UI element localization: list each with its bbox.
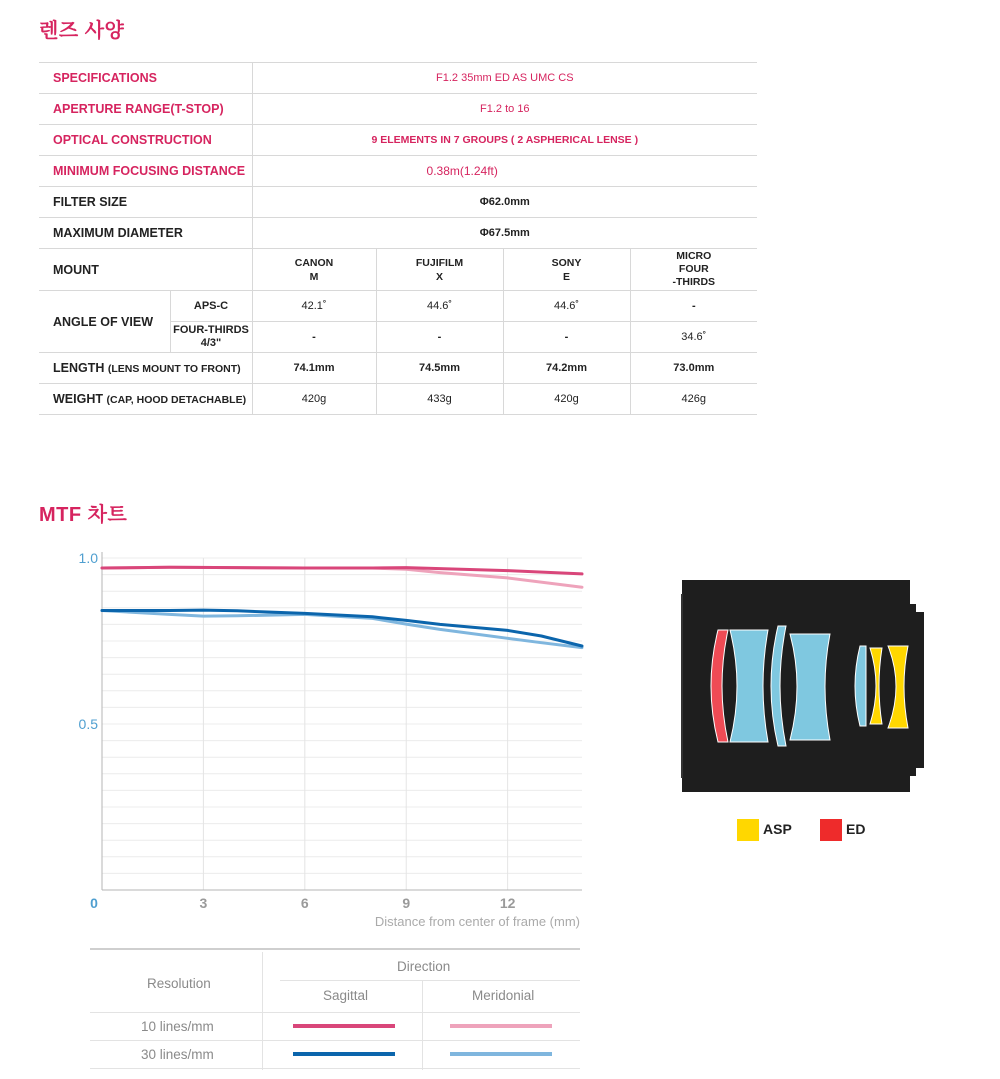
spec-label: FILTER SIZE	[39, 187, 252, 218]
angle-value: 42.1˚	[252, 291, 376, 322]
y-tick-label: 0.5	[78, 716, 98, 732]
spec-label: APERTURE RANGE(T-STOP)	[39, 94, 252, 125]
spec-label: SPECIFICATIONS	[39, 63, 252, 94]
x-tick-label: 12	[499, 895, 516, 911]
legend-meridional-header: Meridonial	[472, 988, 535, 1003]
weight-value: 420g	[503, 384, 630, 415]
mount-fujifilm: FUJIFILM X	[376, 249, 503, 291]
length-value: 74.5mm	[376, 353, 503, 384]
angle-value: -	[376, 322, 503, 353]
x-tick-label: 9	[402, 895, 411, 911]
angle-value: -	[503, 322, 630, 353]
spec-row-min-focus	[39, 156, 757, 187]
angle-value: -	[630, 291, 757, 322]
angle-value: -	[252, 322, 376, 353]
spec-value: F1.2 to 16	[252, 94, 757, 125]
mtf-legend-table	[90, 948, 580, 1070]
length-value: 73.0mm	[630, 353, 757, 384]
spec-table	[39, 62, 757, 415]
spec-label: MINIMUM FOCUSING DISTANCE	[39, 156, 252, 187]
angle-four-thirds-label: FOUR-THIRDS 4/3"	[170, 322, 252, 353]
mtf-title: MTF 차트	[39, 504, 128, 526]
spec-value: F1.2 35mm ED AS UMC CS	[252, 63, 757, 94]
legend-direction-header: Direction	[397, 959, 451, 974]
swatch-mer10	[450, 1024, 552, 1028]
x-axis-label: Distance from center of frame (mm)	[374, 914, 580, 929]
x-tick-label: 0	[90, 895, 98, 911]
angle-value: 44.6˚	[503, 291, 630, 322]
angle-value: 44.6˚	[376, 291, 503, 322]
spec-row-angle-apsc	[39, 291, 757, 322]
legend-row-30: 30 lines/mm	[141, 1047, 214, 1062]
spec-value: 0.38m(1.24ft)	[252, 156, 757, 187]
spec-row-optical	[39, 125, 757, 156]
x-tick-label: 6	[300, 895, 309, 911]
weight-value: 433g	[376, 384, 503, 415]
asp-swatch	[737, 819, 759, 841]
weight-value: 420g	[252, 384, 376, 415]
ed-label: ED	[846, 821, 866, 837]
spec-value: Φ67.5mm	[252, 218, 757, 249]
spec-row-filter	[39, 187, 757, 218]
spec-label: WEIGHT (CAP, HOOD DETACHABLE)	[39, 384, 252, 415]
length-value: 74.2mm	[503, 353, 630, 384]
spec-row-length	[39, 353, 757, 384]
specs-title: 렌즈 사양	[39, 20, 125, 42]
spec-label: MOUNT	[39, 249, 252, 291]
weight-value: 426g	[630, 384, 757, 415]
series-line-sag10	[102, 567, 582, 574]
mtf-chart	[60, 540, 600, 940]
legend-row-10: 10 lines/mm	[141, 1019, 214, 1034]
asp-label: ASP	[763, 821, 792, 837]
mount-canon: CANON M	[252, 249, 376, 291]
length-value: 74.1mm	[252, 353, 376, 384]
angle-value: 34.6˚	[630, 322, 757, 353]
swatch-sag30	[293, 1052, 395, 1056]
legend-sagittal-header: Sagittal	[323, 988, 369, 1003]
spec-label: MAXIMUM DIAMETER	[39, 218, 252, 249]
mtf-grid	[102, 552, 582, 890]
spec-row-max-diameter	[39, 218, 757, 249]
x-tick-label: 3	[199, 895, 208, 911]
spec-value: 9 ELEMENTS IN 7 GROUPS ( 2 ASPHERICAL LENSE )	[252, 125, 757, 156]
swatch-sag10	[293, 1024, 395, 1028]
spec-label: LENGTH (LENS MOUNT TO FRONT)	[39, 353, 252, 384]
mount-sony: SONY E	[503, 249, 630, 291]
spec-row-mount	[39, 249, 757, 291]
spec-label: OPTICAL CONSTRUCTION	[39, 125, 252, 156]
mount-micro-four-thirds: MICRO FOUR -THIRDS	[630, 249, 757, 291]
spec-row-aperture	[39, 94, 757, 125]
swatch-mer30	[450, 1052, 552, 1056]
angle-apsc-label: APS-C	[170, 291, 252, 322]
spec-row-specifications	[39, 63, 757, 94]
legend-resolution-header: Resolution	[147, 976, 211, 991]
ed-swatch	[820, 819, 842, 841]
lens-diagram	[670, 568, 932, 800]
spec-label: ANGLE OF VIEW	[39, 291, 170, 353]
y-tick-label: 1.0	[78, 550, 98, 566]
spec-row-weight	[39, 384, 757, 415]
spec-value: Φ62.0mm	[252, 187, 757, 218]
